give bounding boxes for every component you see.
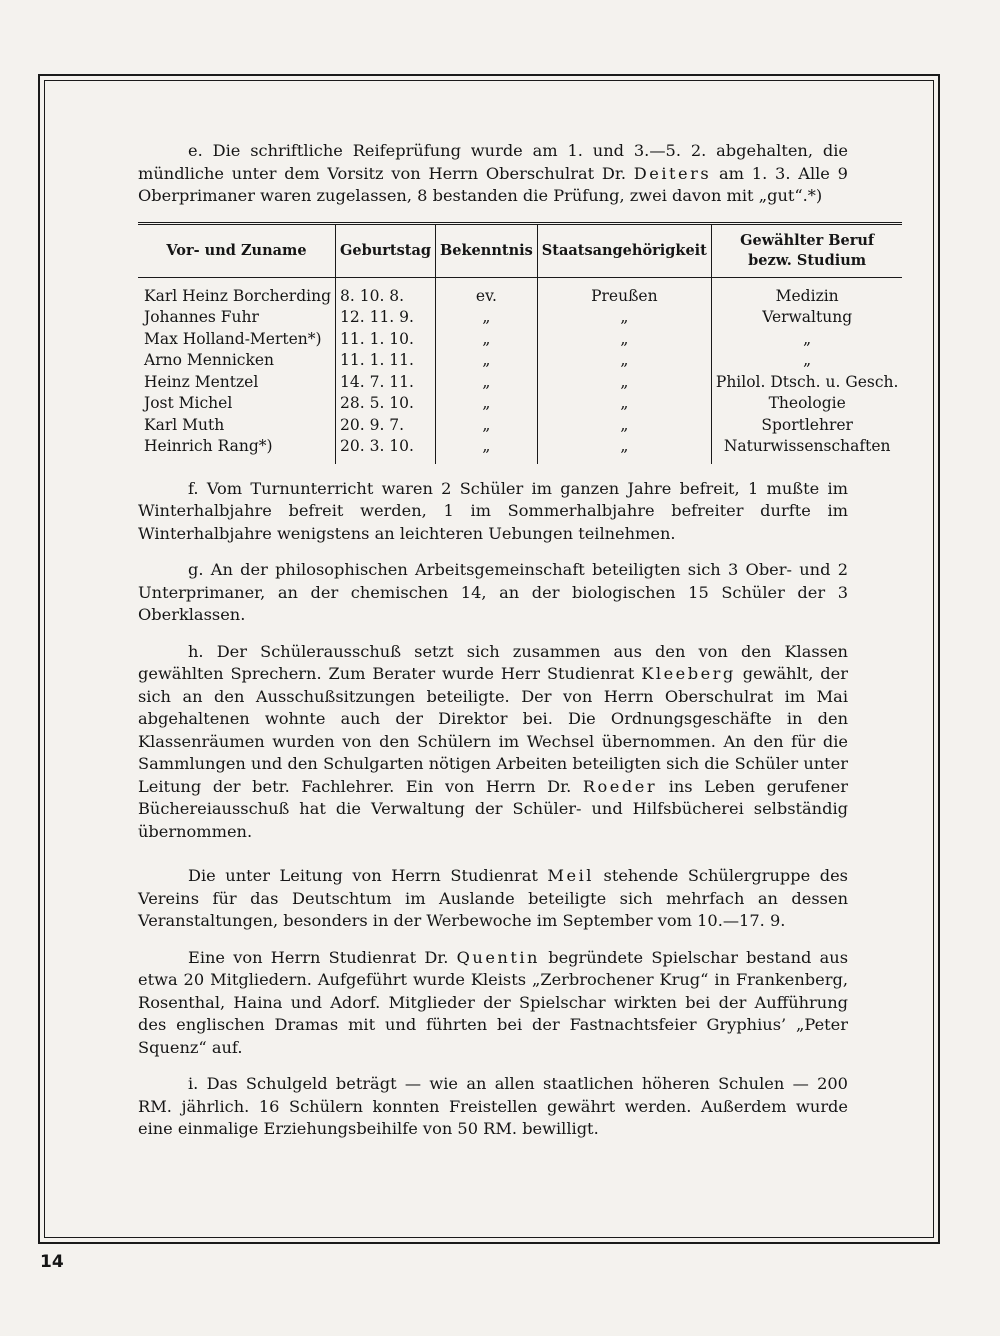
cell-citizenship: Preußen: [537, 277, 711, 307]
cell-name: Heinrich Rang*): [144, 437, 273, 455]
paragraph-play: [138, 947, 848, 1060]
paragraph-h: [138, 641, 848, 844]
cell-citizenship: „: [537, 350, 711, 372]
header-confession: Bekenntnis: [436, 223, 538, 277]
paragraph-e-text: e. Die schriftliche Reifeprüfung wurde am 1. und 3.—5. 2. abgehalten, die mündliche unter dem Vorsitz von Herrn Oberschulrat Dr.: [138, 141, 848, 183]
graduates-table: [138, 222, 902, 464]
cell-citizenship: „: [537, 436, 711, 464]
cell-birthday: 20. 9. 7.: [336, 415, 436, 437]
table-row: [138, 393, 902, 415]
page-number: 14: [40, 1252, 64, 1272]
paragraph-g: g. An der philosophischen Arbeitsgemeinschaft beteiligten sich 3 Ober- und 2 Unterprimaner, an der chemischen 14, an der biologischen 15 Schüler der 3 Oberklassen.: [138, 560, 848, 624]
cell-name: Arno Mennicken: [144, 351, 275, 369]
paragraph-e: [138, 140, 848, 208]
table-row: [138, 277, 902, 307]
table-row: [138, 307, 902, 329]
cell-name: Heinz Mentzel: [144, 372, 259, 391]
cell-birthday: 14. 7. 11.: [336, 372, 436, 394]
page-content: [138, 140, 899, 1141]
cell-citizenship: „: [537, 307, 711, 329]
cell-confession: „: [436, 350, 538, 372]
person-kleeberg: Kleeberg: [641, 664, 736, 683]
cell-confession: „: [436, 436, 538, 464]
table-row: [138, 329, 902, 351]
cell-birthday: 8. 10. 8.: [336, 277, 436, 307]
person-quentin: Quentin: [456, 947, 540, 967]
paragraph-i: i. Das Schulgeld beträgt — wie an allen staatlichen höheren Schulen — 200 RM. jährlich. 16 Schülern konnten Freistellen gewährt werden. Außerdem wurde eine einmalige Erziehungsbeihilfe von 50 RM. bewilligt.: [138, 1074, 848, 1138]
paragraph-e-text-end: am 1. 3. Alle 9 Oberprimaner waren zugelassen, 8 bestanden die Prüfung, zwei davon mit „gut“.*): [138, 163, 848, 205]
cell-confession: ev.: [436, 277, 538, 307]
person-deiters: Deiters: [633, 163, 712, 183]
cell-career: „: [711, 350, 902, 372]
cell-name: Max Holland-Merten*): [144, 329, 322, 348]
cell-career: Medizin: [711, 277, 902, 307]
table-row: [138, 350, 902, 372]
cell-confession: „: [436, 415, 538, 437]
cell-career: „: [711, 329, 902, 351]
cell-birthday: 11. 1. 11.: [336, 350, 436, 372]
cell-name: Karl Muth: [144, 415, 225, 434]
paragraph-h-text: h. Der Schülerausschuß setzt sich zusammen aus den von den Klassen gewählten Sprechern. Zum Berater wurde Herr Studienrat: [138, 641, 848, 683]
cell-name: Johannes Fuhr: [144, 308, 259, 326]
person-meil: Meil: [547, 866, 594, 885]
paragraph-vda-text: Die unter Leitung von Herrn Studienrat: [188, 866, 548, 885]
cell-confession: „: [436, 329, 538, 351]
header-birthday: Geburtstag: [336, 223, 436, 277]
header-career: Gewählter Beruf bezw. Studium: [711, 223, 902, 277]
cell-birthday: 11. 1. 10.: [336, 329, 436, 351]
cell-birthday: 28. 5. 10.: [336, 393, 436, 415]
cell-career: Theologie: [711, 393, 902, 415]
cell-birthday: 20. 3. 10.: [336, 436, 436, 464]
table-row: [138, 372, 902, 394]
paragraph-h-text-end: ins Leben gerufener Büchereiausschuß hat die Verwaltung der Schüler- und Hilfsbücherei selbständig übernommen.: [138, 776, 848, 841]
cell-career: Verwaltung: [711, 307, 902, 329]
cell-citizenship: „: [537, 393, 711, 415]
paragraph-vda: [138, 865, 848, 933]
cell-citizenship: „: [537, 372, 711, 394]
cell-citizenship: „: [537, 329, 711, 351]
header-citizenship: Staatsangehörigkeit: [537, 223, 711, 277]
paragraph-h-text-mid: gewählt, der sich an den Ausschußsitzungen beteiligte. Der von Herrn Oberschulrat im Mai abgehaltenen wohnte auch der Direktor bei. Die Ordnungsgeschäfte in den Klassenräumen wurden von den Schülern im Wechsel übernommen. An den für die Sammlungen und den Schulgarten nötigen Arbeiten beteiligten sich die Schüler unter Leitung der betr. Fachlehrer. Ein von Herrn Dr.: [138, 664, 848, 796]
table-row: [138, 436, 902, 464]
cell-career: Naturwissenschaften: [711, 436, 902, 464]
paragraph-play-text: Eine von Herrn Studienrat Dr.: [188, 947, 457, 967]
cell-career: Sportlehrer: [711, 415, 902, 437]
paragraph-vda-text-end: stehende Schülergruppe des Vereins für das Deutschtum im Auslande beteiligte sich mehrfach an dessen Veranstaltungen, besonders in der Werbewoche im September vom 10.—17. 9.: [138, 866, 848, 930]
cell-career: Philol. Dtsch. u. Gesch.: [711, 372, 902, 394]
table-row: [138, 415, 902, 437]
cell-birthday: 12. 11. 9.: [336, 307, 436, 329]
paragraph-f: f. Vom Turnunterricht waren 2 Schüler im ganzen Jahre befreit, 1 mußte im Winterhalbjahre befreit werden, 1 im Sommerhalbjahre befreiter durfte im Winterhalbjahre wenigstens an leichteren Uebungen teilnehmen.: [138, 478, 848, 543]
cell-name: Jost Michel: [144, 394, 233, 412]
paragraph-play-text-end: begründete Spielschar bestand aus etwa 20 Mitgliedern. Aufgeführt wurde Kleists „Zerbrochener Krug“ in Frankenberg, Rosenthal, Haina und Adorf. Mitglieder der Spielschar wirkten bei der Aufführung des englischen Dramas mit und führten bei der Fastnachtsfeier Gryphius’ „Peter Squenz“ auf.: [138, 947, 848, 1057]
cell-confession: „: [436, 307, 538, 329]
table-header-row: [138, 223, 902, 277]
header-name: Vor- und Zuname: [166, 241, 307, 259]
cell-confession: „: [436, 372, 538, 394]
cell-name: Karl Heinz Borcherding: [144, 286, 331, 305]
person-roeder: Roeder: [582, 776, 658, 796]
cell-citizenship: „: [537, 415, 711, 437]
cell-confession: „: [436, 393, 538, 415]
